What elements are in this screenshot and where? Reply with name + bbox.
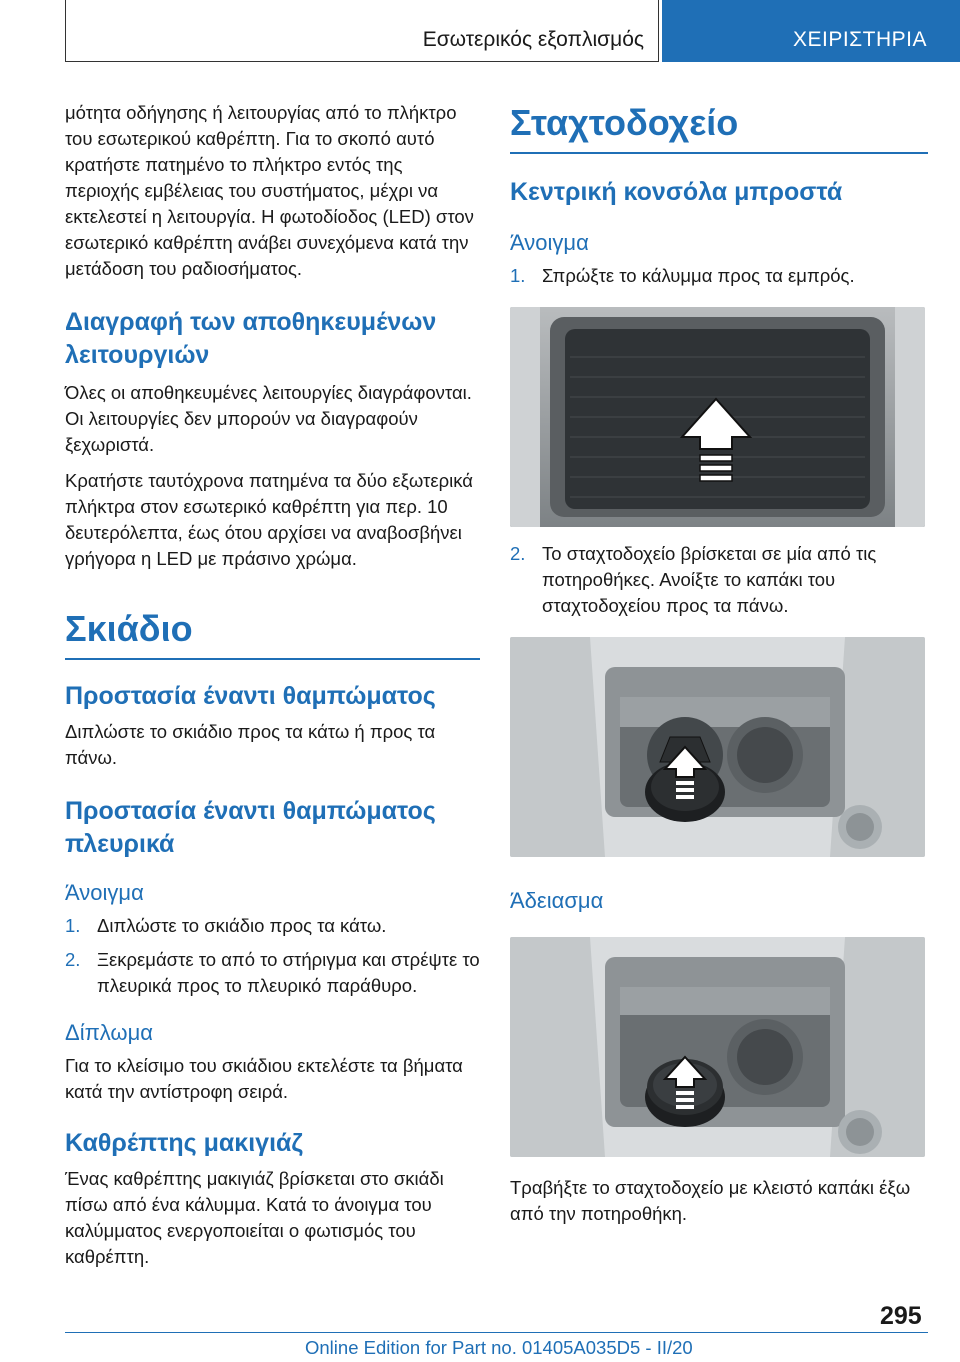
console-heading: Κεντρική κονσόλα μπροστά [510,178,843,206]
chapter-tab [662,0,960,62]
step-number: 1. [510,265,526,286]
sunvisor-rule [65,658,480,660]
folding-heading: Δίπλωμα [65,1020,153,1045]
ashtray-opening-heading: Άνοιγμα [510,230,589,255]
step-number: 1. [65,915,81,936]
step-text: Το σταχτοδοχείο βρίσκεται σε μία από τις ποτηροθήκες. Ανοίξτε το καπάκι του σταχτοδοχείου προς τα πάνω. [542,543,877,616]
makeup-mirror-heading: Καθρέπτης μακιγιάζ [65,1129,303,1157]
cupholder-ashtray-photo [510,637,925,857]
list-item [65,947,480,999]
step-number: 2. [65,949,81,970]
left-column [65,100,480,1270]
section-title: Εσωτερικός εξοπλισμός [422,28,644,51]
list-item [65,913,480,939]
list-item [510,541,928,619]
step-text: Σπρώξτε το κάλυμμα προς τα εμπρός. [542,265,855,286]
glare-text: Διπλώστε το σκιάδιο προς τα κάτω ή προς τα πάνω. [65,721,436,768]
header-section-box [65,0,659,62]
ashtray-rule [510,152,928,154]
side-opening-steps [65,913,480,999]
makeup-mirror-text: Ένας καθρέπτης μακιγιάζ βρίσκεται στο σκιάδι πίσω από ένα κάλυμμα. Κατά το άνοιγμα του καλύμματος ενεργοποιείται ο φωτισμός του καθρέπτη. [65,1168,444,1267]
ashtray-step-2 [510,541,928,619]
ashtray-title: Σταχτοδοχείο [510,102,739,143]
delete-paragraph-1: Όλες οι αποθηκευμένες λειτουργίες διαγράφονται. Οι λειτουργίες δεν μπορούν να διαγραφούν ξεχωριστά. [65,382,472,455]
sunvisor-title: Σκιάδιο [65,608,193,649]
right-column [510,100,928,1227]
step-number: 2. [510,543,526,564]
delete-paragraph-2: Κρατήστε ταυτόχρονα πατημένα τα δύο εξωτερικά πλήκτρα στον εσωτερικό καθρέπτη για περ. 10 δευτερόλεπτα, έως ότου αρχίσει να αναβοσβήνει γρήγορα η LED με πράσινο χρώμα. [65,470,473,569]
folding-text: Για το κλείσιμο του σκιάδιου εκτελέστε τα βήματα κατά την αντίστροφη σειρά. [65,1055,463,1102]
delete-heading: Διαγραφή των αποθηκευμένων λειτουργιών [65,308,437,369]
list-item [510,263,928,289]
step-text: Ξεκρεμάστε το από το στήριγμα και στρέψτε το πλευρικά προς το πλευρικό παράθυρο. [97,949,480,996]
glare-heading: Προστασία έναντι θαμπώματος [65,682,436,710]
side-glare-heading: Προστασία έναντι θαμπώματος πλευρικά [65,797,436,858]
emptying-ashtray-photo [510,937,925,1157]
edition-footer: Online Edition for Part no. 01405A035D5 - II/20 [305,1337,693,1358]
ashtray-step-1 [510,263,928,289]
emptying-heading: Άδειασμα [510,888,604,913]
intro-paragraph: μότητα οδήγησης ή λειτουργίας από το πλήκτρο του εσωτερικού καθρέπτη. Για το σκοπό αυτό κρατήστε πατημένο το πλήκτρο εντός της περιοχής εμβέλειας του συστήματος, μέχρι να εκτελεστεί η λειτουργία. Η φωτοδίοδος (LED) στον εσωτερικό καθρέπτη ανάβει συνεχόμενα κατά την μετάδοση του ραδιοσήματος. [65,102,474,279]
step-text: Διπλώστε το σκιάδιο προς τα κάτω. [97,915,387,936]
sunvisor-section [65,608,480,660]
emptying-text: Τραβήξτε το σταχτοδοχείο με κλειστό καπάκι έξω από την ποτηροθήκη. [510,1177,911,1224]
side-opening-heading: Άνοιγμα [65,880,144,905]
chapter-title: ΧΕΙΡΙΣΤΗΡΙΑ [792,28,927,51]
page-number: 295 [880,1302,922,1330]
console-cover-photo [510,307,925,527]
footer-rule [65,1332,928,1333]
